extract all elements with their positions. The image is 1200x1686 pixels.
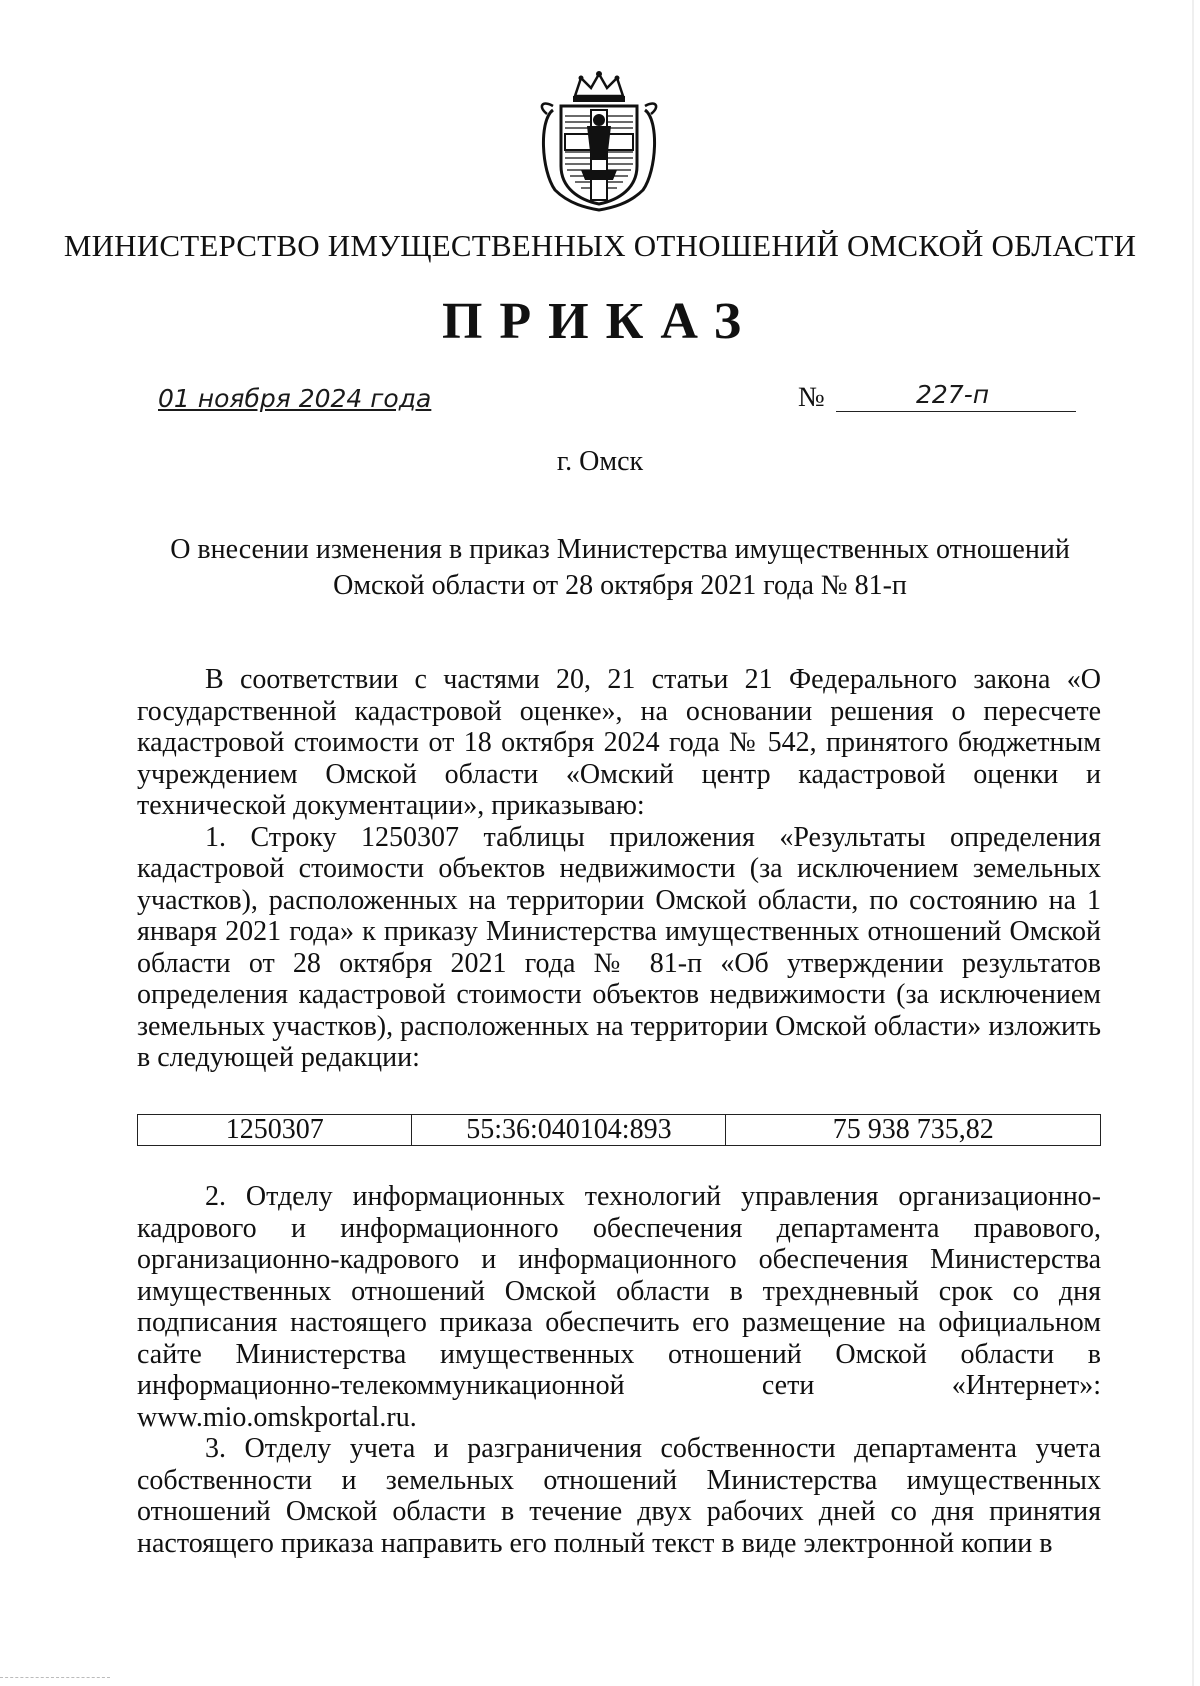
item-2-paragraph: 2. Отделу информационных технологий управления организационно-кадрового и информационного обеспечения департамента правового, организационно-кадрового и информационного обеспечения Министерства имущественных отношений Омской области в трехдневный срок со дня подписания настоящего приказа обеспечить его размещение на официальном сайте Министерства имущественных отношений Омской области в информационно-телекоммуникационной сети «Интернет»: www.mio.omskportal.ru. [137, 1181, 1101, 1433]
item-1-paragraph: 1. Строку 1250307 таблицы приложения «Результаты определения кадастровой стоимости объектов недвижимости (за исключением земельных участков), расположенных на территории Омской области, по состоянию на 1 января 2021 года» к приказу Министерства имущественных отношений Омской области от 28 октября 2021 года № 81-п «Об утверждении результатов определения кадастровой стоимости объектов недвижимости (за исключением земельных участков), расположенных на территории Омской области» изложить в следующей редакции: [137, 821, 1101, 1073]
document-title: ПРИКАЗ [441, 293, 759, 350]
preamble-paragraph: В соответствии с частями 20, 21 статьи 21 Федерального закона «О государственной кадастровой оценке», на основании решения о пересчете кадастровой стоимости от 18 октября 2024 года № 542, принятого бюджетным учреждением Омской области «Омский центр кадастровой оценки и технической документации», приказываю: [137, 664, 1101, 821]
scan-edge [1192, 0, 1194, 1686]
city-line: г. Омск [556, 446, 644, 477]
handwritten-number: 227-п [916, 380, 990, 409]
cadastral-value-table [137, 1114, 1101, 1146]
subject-line-2: Омской области от 28 октября 2021 года № 81-п [333, 570, 907, 601]
table-cell-cadastral-number: 55:36:040104:893 [412, 1115, 726, 1146]
coat-of-arms-emblem [535, 70, 663, 212]
body-section-1 [137, 664, 1101, 1074]
scan-artifact [0, 1676, 110, 1678]
table-cell-row-number: 1250307 [138, 1115, 412, 1146]
number-underline [836, 411, 1076, 412]
handwritten-date: 01 ноября 2024 года [158, 384, 432, 413]
item-3-paragraph: 3. Отделу учета и разграничения собственности департамента учета собственности и земельных отношений Министерства имущественных отношений Омской области в течение двух рабочих дней со дня принятия настоящего приказа направить его полный текст в виде электронной копии в [137, 1433, 1101, 1559]
table-cell-cadastral-value: 75 938 735,82 [726, 1115, 1101, 1146]
ministry-name: МИНИСТЕРСТВО ИМУЩЕСТВЕННЫХ ОТНОШЕНИЙ ОМСКОЙ ОБЛАСТИ [63, 228, 1137, 263]
number-sign: № [798, 382, 825, 413]
table-row [138, 1115, 1101, 1146]
body-section-2 [137, 1181, 1101, 1559]
subject-heading [160, 532, 1080, 604]
subject-line-1: О внесении изменения в приказ Министерства имущественных отношений [170, 534, 1070, 565]
document-number-field [798, 380, 1078, 416]
